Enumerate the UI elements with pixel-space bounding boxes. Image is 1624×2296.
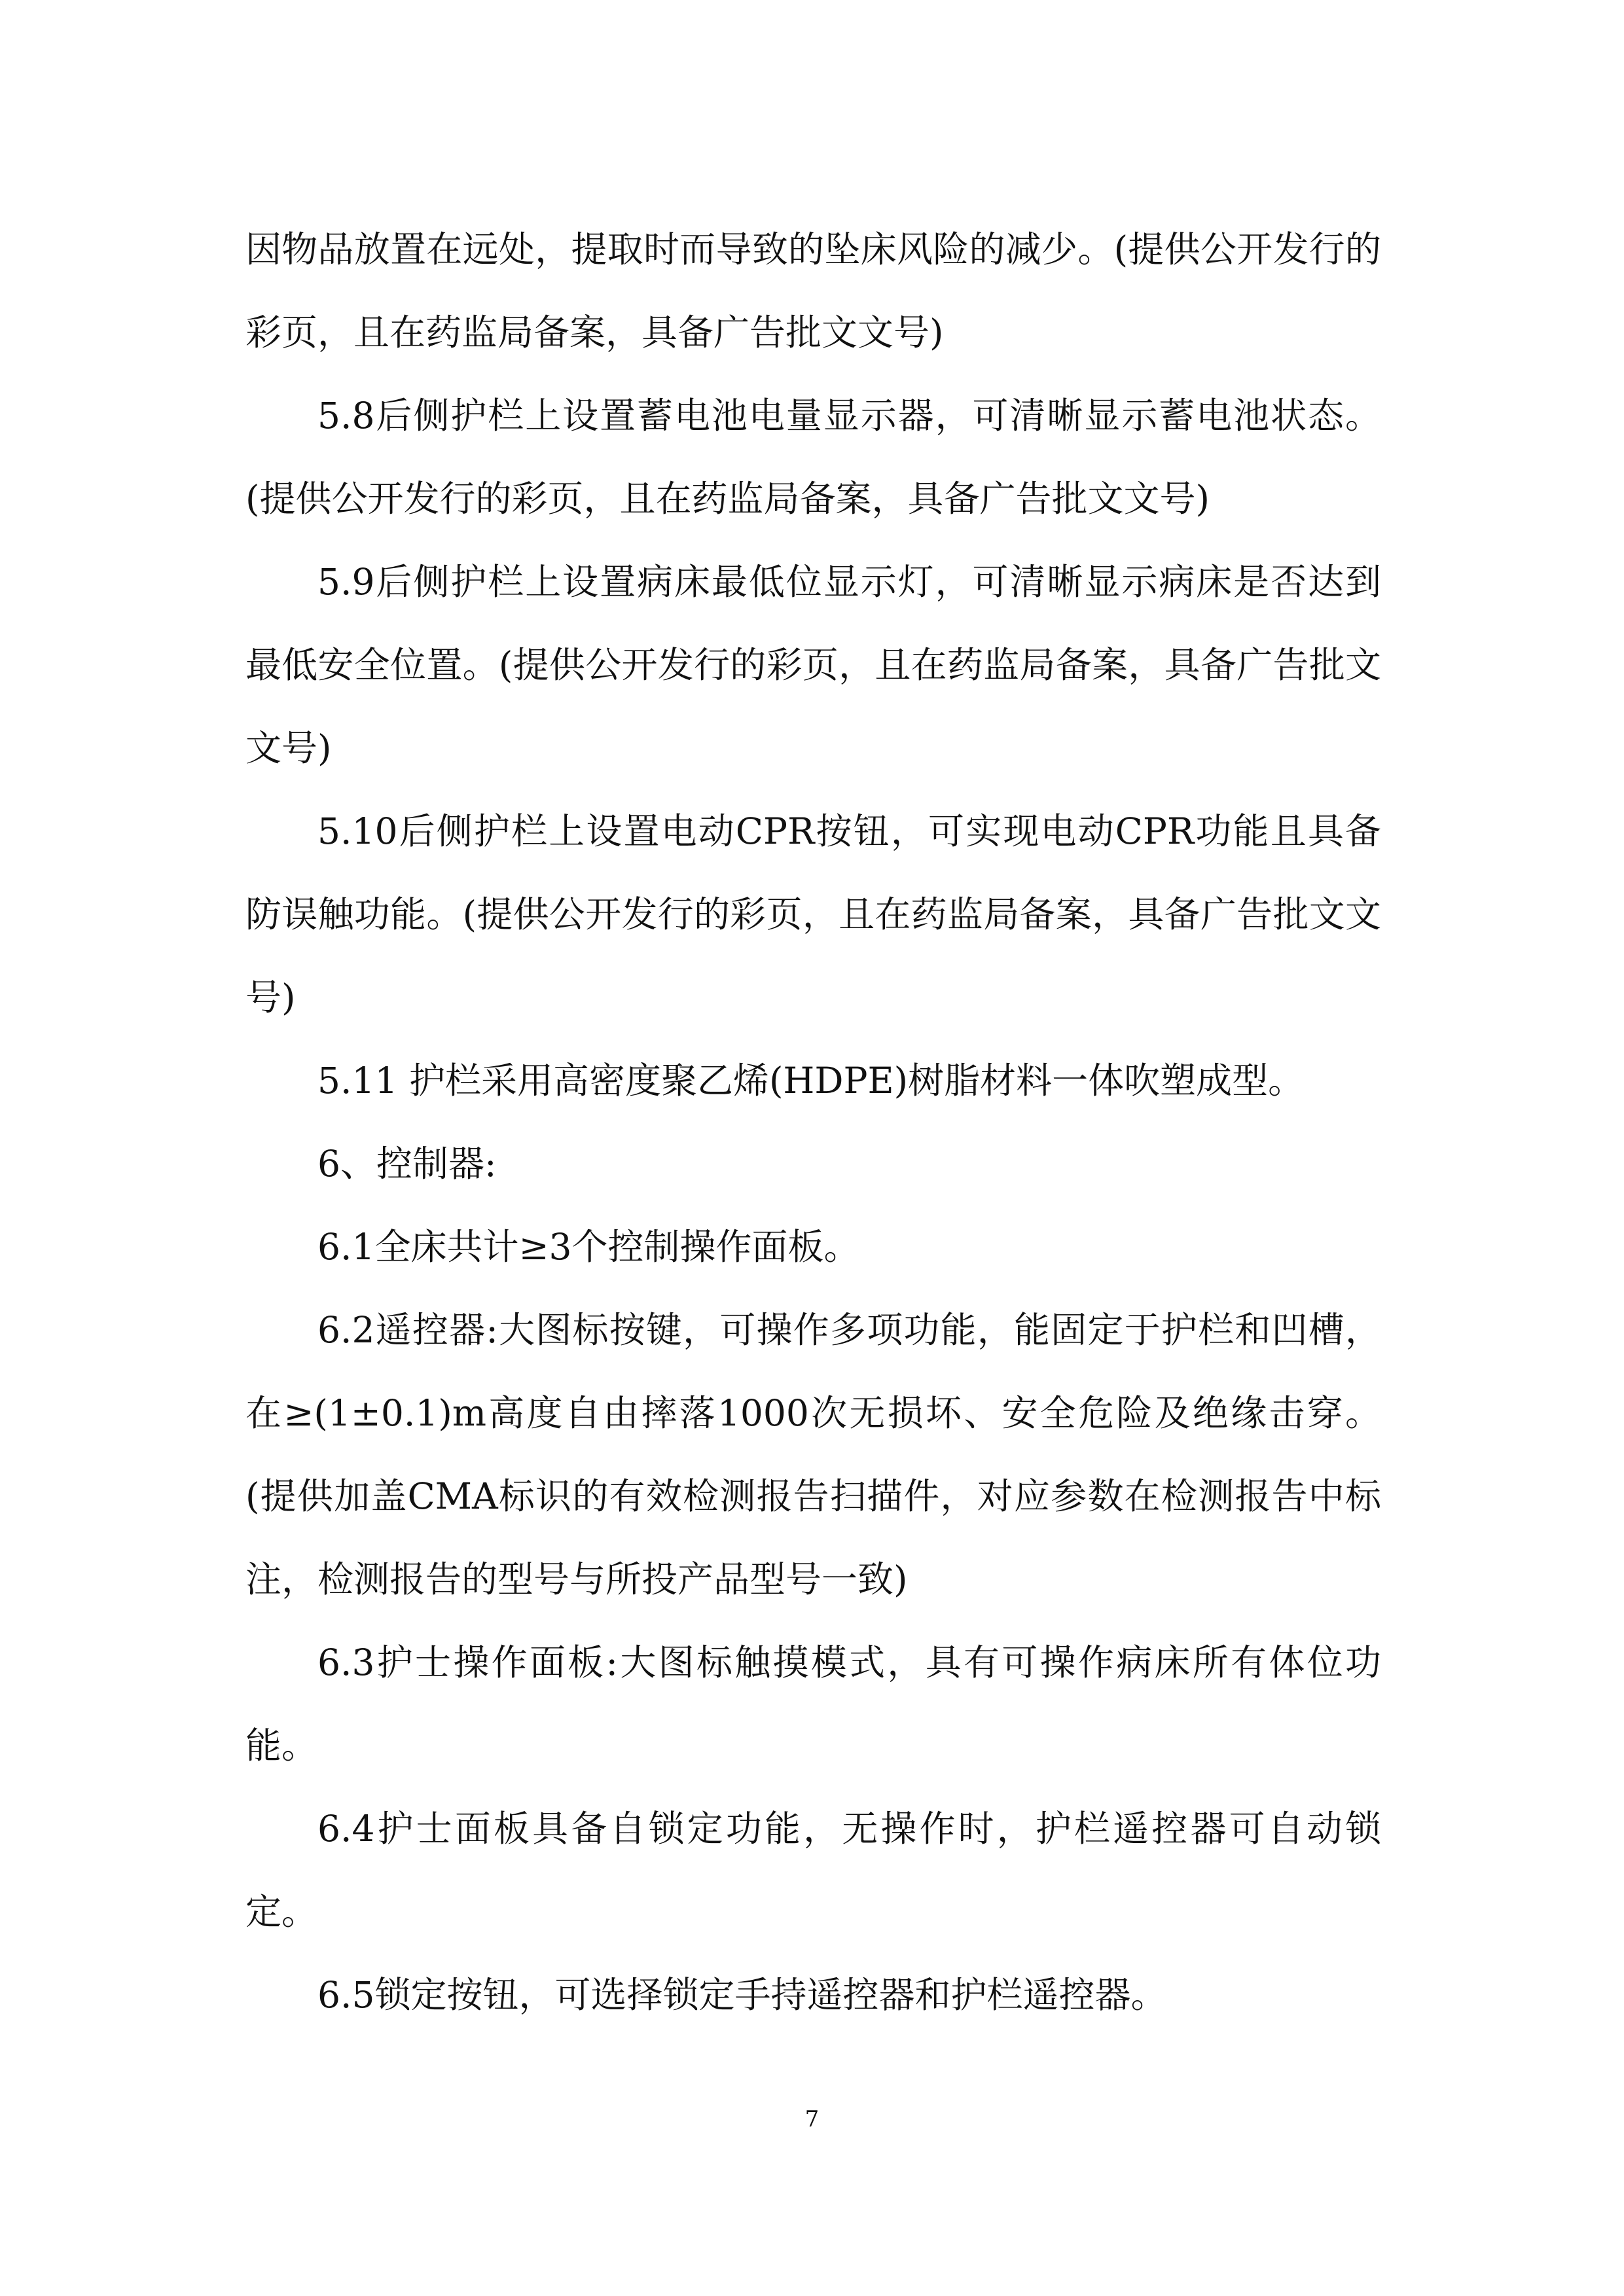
paragraph-6-2: 6.2遥控器:大图标按键，可操作多项功能，能固定于护栏和凹槽，在≥(1±0.1)m高度自由摔落1000次无损坏、安全危险及绝缘击穿。(提供加盖CMA标识的有效检测报告扫描件，对应参数在检测报告中标注，检测报告的型号与所投产品型号一致) bbox=[245, 1309, 1381, 1600]
paragraph-6-5: 6.5锁定按钮，可选择锁定手持遥控器和护栏遥控器。 bbox=[317, 1974, 1167, 2016]
paragraph-5-8: 5.8后侧护栏上设置蓄电池电量显示器，可清晰显示蓄电池状态。(提供公开发行的彩页，且在药监局备案，具备广告批文文号) bbox=[245, 395, 1381, 520]
paragraph-5-10: 5.10后侧护栏上设置电动CPR按钮，可实现电动CPR功能且具备防误触功能。(提供公开发行的彩页，且在药监局备案，具备广告批文文号) bbox=[245, 810, 1381, 1018]
body-text bbox=[245, 208, 1381, 2037]
paragraph-6-1: 6.1全床共计≥3个控制操作面板。 bbox=[317, 1226, 860, 1268]
paragraph-continued: 因物品放置在远处，提取时而导致的坠床风险的减少。(提供公开发行的彩页，且在药监局备案，具备广告批文文号) bbox=[245, 228, 1381, 353]
paragraph-5-11: 5.11 护栏采用高密度聚乙烯(HDPE)树脂材料一体吹塑成型。 bbox=[317, 1060, 1305, 1102]
paragraph-6-3: 6.3护士操作面板:大图标触摸模式，具有可操作病床所有体位功能。 bbox=[245, 1641, 1381, 1767]
paragraph-5-9: 5.9后侧护栏上设置病床最低位显示灯，可清晰显示病床是否达到最低安全位置。(提供公开发行的彩页，且在药监局备案，具备广告批文文号) bbox=[245, 561, 1381, 769]
page-number: 7 bbox=[804, 2106, 820, 2132]
section-heading-controller: 6、控制器: bbox=[317, 1143, 497, 1185]
paragraph-6-4: 6.4护士面板具备自锁定功能，无操作时，护栏遥控器可自动锁定。 bbox=[245, 1808, 1381, 1933]
